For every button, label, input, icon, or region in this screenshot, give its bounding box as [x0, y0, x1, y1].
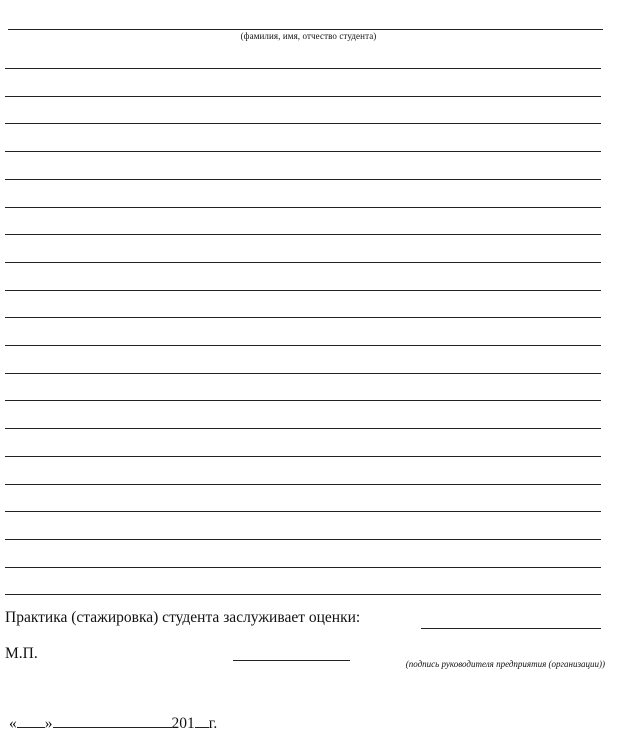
feedback-line[interactable] [5, 290, 601, 291]
stamp-label: М.П. [5, 645, 38, 662]
feedback-line[interactable] [5, 345, 601, 346]
date-open-quote: « [9, 715, 17, 732]
date-year-field[interactable] [195, 713, 209, 728]
feedback-line[interactable] [5, 262, 601, 263]
feedback-line[interactable] [5, 400, 601, 401]
feedback-line[interactable] [5, 484, 601, 485]
feedback-line[interactable] [5, 317, 601, 318]
feedback-line[interactable] [5, 123, 601, 124]
date-close-quote: » [44, 715, 53, 732]
signature-field[interactable] [233, 660, 350, 661]
grade-statement: Практика (стажировка) студента заслуживает оценки: [5, 609, 361, 626]
feedback-line[interactable] [5, 151, 601, 152]
feedback-line[interactable] [5, 234, 601, 235]
date-year-prefix: 201 [171, 715, 195, 732]
feedback-line[interactable] [5, 567, 601, 568]
feedback-line[interactable] [5, 68, 601, 69]
feedback-line[interactable] [5, 207, 601, 208]
signature-caption: (подпись руководителя предприятия (организации)) [405, 659, 605, 669]
date-year-suffix: г. [208, 715, 218, 732]
student-name-caption: (фамилия, имя, отчество студента) [240, 31, 377, 41]
feedback-line[interactable] [5, 539, 601, 540]
grade-field[interactable] [421, 628, 601, 629]
date-row [9, 713, 217, 733]
feedback-line[interactable] [5, 428, 601, 429]
feedback-line[interactable] [5, 511, 601, 512]
feedback-line[interactable] [5, 456, 601, 457]
date-day-field[interactable] [17, 713, 45, 728]
feedback-line[interactable] [5, 594, 601, 595]
feedback-line[interactable] [5, 373, 601, 374]
feedback-line[interactable] [5, 96, 601, 97]
feedback-line[interactable] [5, 179, 601, 180]
student-name-field[interactable] [8, 29, 603, 30]
date-month-field[interactable] [53, 713, 172, 728]
